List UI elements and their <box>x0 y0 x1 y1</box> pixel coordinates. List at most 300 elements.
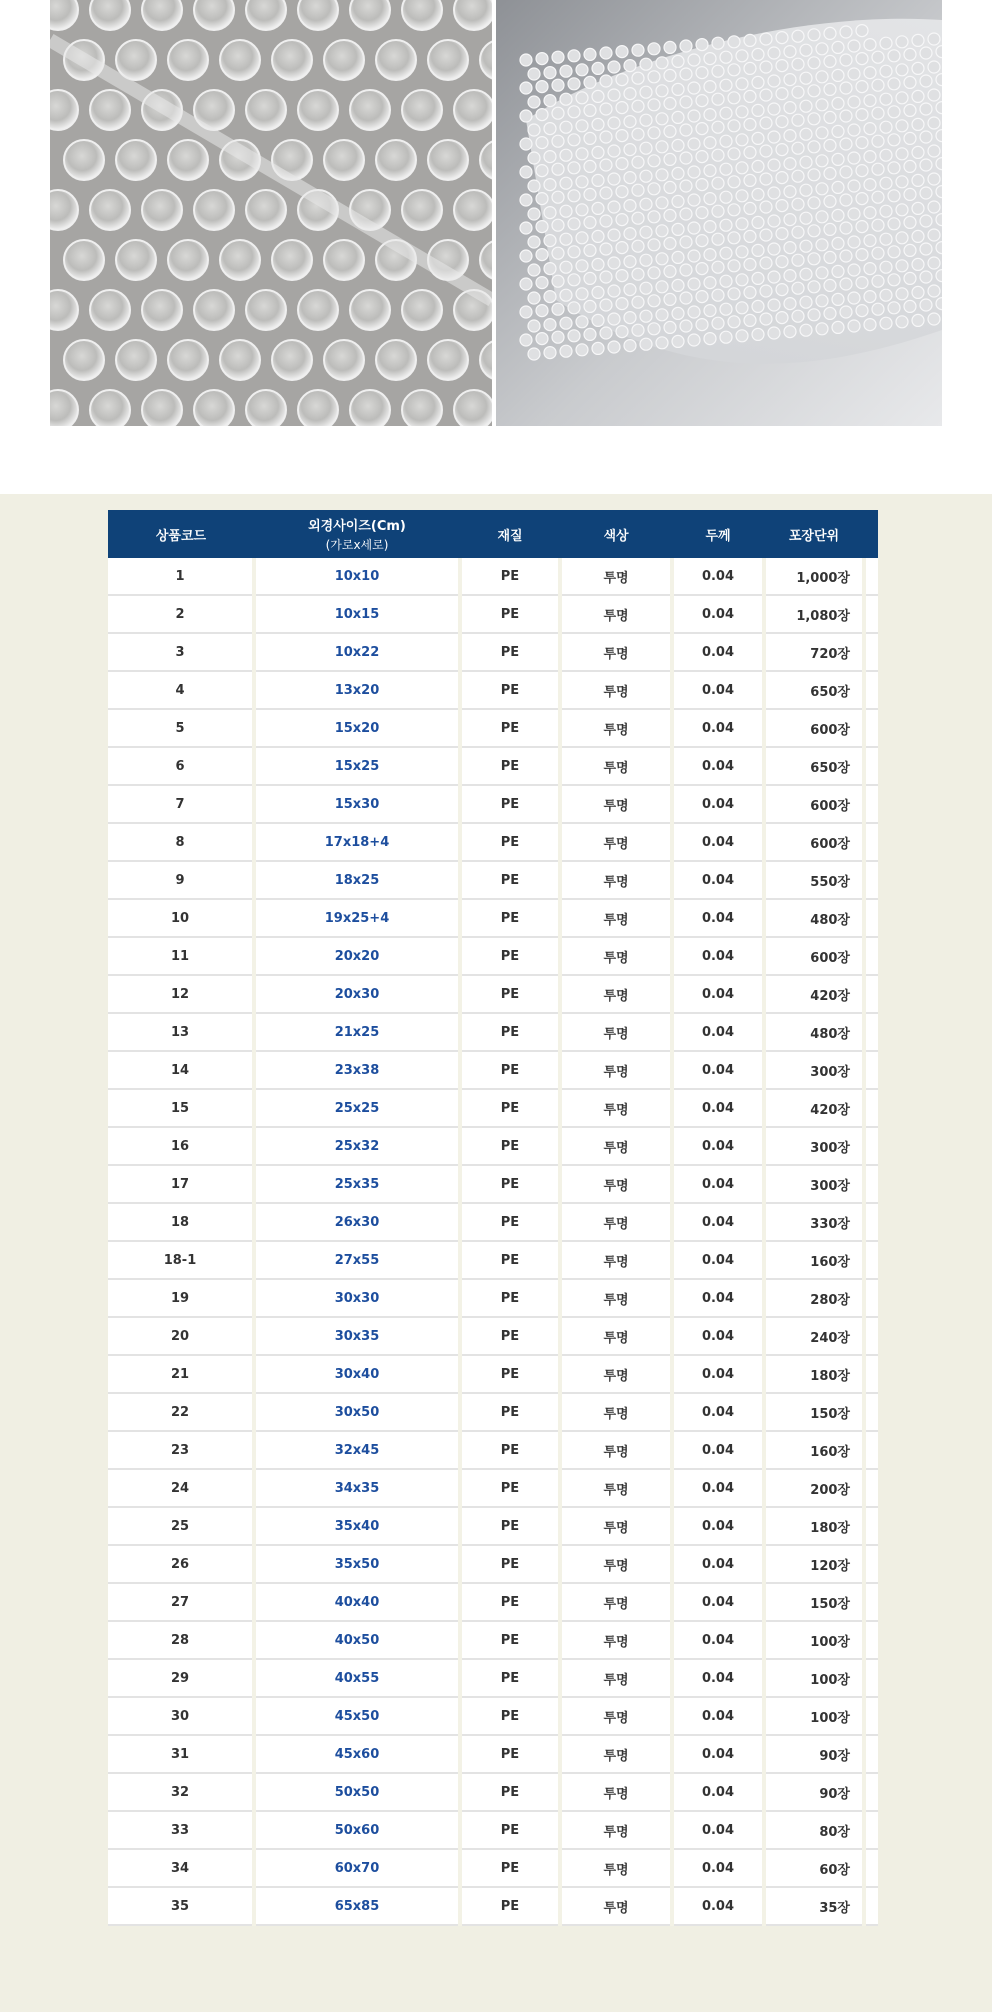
cell-spacer <box>864 747 878 785</box>
table-row <box>108 975 878 1013</box>
cell-unit: 300장 <box>764 1051 864 1089</box>
cell-spacer <box>864 671 878 709</box>
cell-thickness: 0.04 <box>672 1241 764 1279</box>
cell-spacer <box>864 1545 878 1583</box>
cell-spacer <box>864 1317 878 1355</box>
cell-thickness: 0.04 <box>672 1545 764 1583</box>
cell-unit: 300장 <box>764 1165 864 1203</box>
table-row <box>108 1165 878 1203</box>
cell-material: PE <box>460 861 560 899</box>
cell-material: PE <box>460 1431 560 1469</box>
cell-material: PE <box>460 1735 560 1773</box>
table-header-row <box>108 510 878 558</box>
table-row <box>108 1203 878 1241</box>
table-row <box>108 1317 878 1355</box>
cell-material: PE <box>460 633 560 671</box>
cell-size: 60x70 <box>254 1849 460 1887</box>
cell-spacer <box>864 975 878 1013</box>
cell-thickness: 0.04 <box>672 1583 764 1621</box>
cell-unit: 480장 <box>764 1013 864 1051</box>
cell-material: PE <box>460 1469 560 1507</box>
cell-material: PE <box>460 1621 560 1659</box>
cell-code: 18 <box>108 1203 254 1241</box>
cell-color: 투명 <box>560 1697 672 1735</box>
cell-thickness: 0.04 <box>672 633 764 671</box>
cell-thickness: 0.04 <box>672 1355 764 1393</box>
cell-color: 투명 <box>560 1203 672 1241</box>
cell-material: PE <box>460 709 560 747</box>
cell-spacer <box>864 558 878 595</box>
cell-spacer <box>864 785 878 823</box>
cell-code: 17 <box>108 1165 254 1203</box>
cell-code: 12 <box>108 975 254 1013</box>
cell-spacer <box>864 709 878 747</box>
cell-spacer <box>864 1469 878 1507</box>
cell-unit: 120장 <box>764 1545 864 1583</box>
cell-size: 40x50 <box>254 1621 460 1659</box>
cell-color: 투명 <box>560 1355 672 1393</box>
cell-color: 투명 <box>560 937 672 975</box>
cell-code: 24 <box>108 1469 254 1507</box>
cell-size: 13x20 <box>254 671 460 709</box>
cell-material: PE <box>460 747 560 785</box>
cell-size: 15x30 <box>254 785 460 823</box>
cell-color: 투명 <box>560 1469 672 1507</box>
cell-unit: 90장 <box>764 1735 864 1773</box>
cell-code: 21 <box>108 1355 254 1393</box>
cell-color: 투명 <box>560 558 672 595</box>
cell-code: 16 <box>108 1127 254 1165</box>
table-row <box>108 1051 878 1089</box>
cell-unit: 200장 <box>764 1469 864 1507</box>
cell-code: 20 <box>108 1317 254 1355</box>
cell-unit: 150장 <box>764 1393 864 1431</box>
cell-size: 15x25 <box>254 747 460 785</box>
cell-color: 투명 <box>560 785 672 823</box>
cell-code: 35 <box>108 1887 254 1925</box>
cell-thickness: 0.04 <box>672 1697 764 1735</box>
cell-code: 14 <box>108 1051 254 1089</box>
cell-unit: 650장 <box>764 747 864 785</box>
table-row <box>108 1469 878 1507</box>
cell-unit: 720장 <box>764 633 864 671</box>
cell-thickness: 0.04 <box>672 1773 764 1811</box>
cell-thickness: 0.04 <box>672 1393 764 1431</box>
cell-color: 투명 <box>560 1089 672 1127</box>
cell-unit: 80장 <box>764 1811 864 1849</box>
cell-spacer <box>864 1127 878 1165</box>
cell-size: 34x35 <box>254 1469 460 1507</box>
cell-material: PE <box>460 1165 560 1203</box>
cell-code: 6 <box>108 747 254 785</box>
cell-code: 2 <box>108 595 254 633</box>
cell-unit: 420장 <box>764 1089 864 1127</box>
cell-size: 10x15 <box>254 595 460 633</box>
cell-color: 투명 <box>560 1165 672 1203</box>
cell-unit: 100장 <box>764 1659 864 1697</box>
cell-spacer <box>864 1849 878 1887</box>
cell-size: 45x50 <box>254 1697 460 1735</box>
cell-size: 26x30 <box>254 1203 460 1241</box>
cell-thickness: 0.04 <box>672 595 764 633</box>
cell-code: 11 <box>108 937 254 975</box>
product-spec-table <box>108 510 878 1926</box>
cell-code: 33 <box>108 1811 254 1849</box>
cell-code: 26 <box>108 1545 254 1583</box>
table-row <box>108 1887 878 1925</box>
cell-thickness: 0.04 <box>672 1317 764 1355</box>
cell-unit: 600장 <box>764 937 864 975</box>
cell-unit: 180장 <box>764 1507 864 1545</box>
cell-size: 35x40 <box>254 1507 460 1545</box>
cell-spacer <box>864 937 878 975</box>
cell-spacer <box>864 1773 878 1811</box>
cell-unit: 650장 <box>764 671 864 709</box>
cell-code: 29 <box>108 1659 254 1697</box>
cell-material: PE <box>460 1849 560 1887</box>
cell-color: 투명 <box>560 1431 672 1469</box>
cell-spacer <box>864 1203 878 1241</box>
bubble-wrap-roll-photo <box>496 0 942 426</box>
cell-color: 투명 <box>560 1849 672 1887</box>
cell-size: 35x50 <box>254 1545 460 1583</box>
spec-section <box>0 494 992 2012</box>
cell-material: PE <box>460 1241 560 1279</box>
cell-color: 투명 <box>560 1545 672 1583</box>
cell-thickness: 0.04 <box>672 975 764 1013</box>
cell-material: PE <box>460 1659 560 1697</box>
cell-unit: 160장 <box>764 1431 864 1469</box>
cell-material: PE <box>460 1507 560 1545</box>
cell-material: PE <box>460 595 560 633</box>
cell-unit: 280장 <box>764 1279 864 1317</box>
cell-material: PE <box>460 937 560 975</box>
table-row <box>108 671 878 709</box>
cell-size: 30x50 <box>254 1393 460 1431</box>
table-row <box>108 1127 878 1165</box>
cell-color: 투명 <box>560 1051 672 1089</box>
cell-color: 투명 <box>560 1013 672 1051</box>
cell-spacer <box>864 899 878 937</box>
cell-spacer <box>864 1241 878 1279</box>
table-row <box>108 1393 878 1431</box>
cell-color: 투명 <box>560 709 672 747</box>
cell-thickness: 0.04 <box>672 861 764 899</box>
cell-color: 투명 <box>560 1887 672 1925</box>
cell-size: 15x20 <box>254 709 460 747</box>
cell-size: 30x30 <box>254 1279 460 1317</box>
cell-code: 13 <box>108 1013 254 1051</box>
cell-color: 투명 <box>560 747 672 785</box>
cell-code: 30 <box>108 1697 254 1735</box>
cell-thickness: 0.04 <box>672 1507 764 1545</box>
cell-color: 투명 <box>560 1735 672 1773</box>
cell-code: 1 <box>108 558 254 595</box>
cell-code: 27 <box>108 1583 254 1621</box>
cell-size: 17x18+4 <box>254 823 460 861</box>
cell-size: 32x45 <box>254 1431 460 1469</box>
cell-unit: 180장 <box>764 1355 864 1393</box>
header-spacer <box>864 510 878 558</box>
cell-material: PE <box>460 558 560 595</box>
cell-spacer <box>864 1431 878 1469</box>
cell-color: 투명 <box>560 1127 672 1165</box>
cell-color: 투명 <box>560 1621 672 1659</box>
table-row <box>108 823 878 861</box>
cell-thickness: 0.04 <box>672 1013 764 1051</box>
cell-color: 투명 <box>560 975 672 1013</box>
cell-spacer <box>864 1051 878 1089</box>
cell-thickness: 0.04 <box>672 823 764 861</box>
header-code: 상품코드 <box>108 510 254 558</box>
cell-thickness: 0.04 <box>672 1659 764 1697</box>
cell-unit: 100장 <box>764 1697 864 1735</box>
cell-material: PE <box>460 1887 560 1925</box>
cell-material: PE <box>460 899 560 937</box>
cell-size: 20x20 <box>254 937 460 975</box>
header-unit: 포장단위 <box>764 510 864 558</box>
bubble-wrap-closeup-photo <box>50 0 492 426</box>
cell-code: 9 <box>108 861 254 899</box>
cell-material: PE <box>460 1317 560 1355</box>
cell-thickness: 0.04 <box>672 1127 764 1165</box>
table-row <box>108 1697 878 1735</box>
cell-thickness: 0.04 <box>672 709 764 747</box>
cell-code: 23 <box>108 1431 254 1469</box>
cell-spacer <box>864 1659 878 1697</box>
cell-code: 7 <box>108 785 254 823</box>
cell-color: 투명 <box>560 1241 672 1279</box>
cell-spacer <box>864 861 878 899</box>
cell-thickness: 0.04 <box>672 1849 764 1887</box>
table-row <box>108 1849 878 1887</box>
cell-size: 30x40 <box>254 1355 460 1393</box>
table-row <box>108 1773 878 1811</box>
cell-spacer <box>864 1507 878 1545</box>
cell-material: PE <box>460 1051 560 1089</box>
cell-thickness: 0.04 <box>672 1051 764 1089</box>
table-row <box>108 1659 878 1697</box>
cell-spacer <box>864 1165 878 1203</box>
cell-thickness: 0.04 <box>672 1469 764 1507</box>
cell-material: PE <box>460 1773 560 1811</box>
table-row <box>108 1089 878 1127</box>
cell-unit: 550장 <box>764 861 864 899</box>
cell-spacer <box>864 1887 878 1925</box>
cell-material: PE <box>460 785 560 823</box>
table-row <box>108 1621 878 1659</box>
table-row <box>108 1545 878 1583</box>
cell-size: 25x32 <box>254 1127 460 1165</box>
table-row <box>108 899 878 937</box>
cell-code: 22 <box>108 1393 254 1431</box>
cell-code: 32 <box>108 1773 254 1811</box>
cell-spacer <box>864 1393 878 1431</box>
cell-spacer <box>864 1811 878 1849</box>
table-row <box>108 785 878 823</box>
cell-unit: 160장 <box>764 1241 864 1279</box>
cell-size: 25x25 <box>254 1089 460 1127</box>
cell-unit: 1,000장 <box>764 558 864 595</box>
cell-unit: 420장 <box>764 975 864 1013</box>
cell-thickness: 0.04 <box>672 1431 764 1469</box>
cell-material: PE <box>460 1393 560 1431</box>
cell-material: PE <box>460 1089 560 1127</box>
table-row <box>108 1507 878 1545</box>
cell-size: 19x25+4 <box>254 899 460 937</box>
cell-size: 20x30 <box>254 975 460 1013</box>
cell-spacer <box>864 595 878 633</box>
cell-color: 투명 <box>560 1393 672 1431</box>
cell-color: 투명 <box>560 1583 672 1621</box>
table-row <box>108 558 878 595</box>
cell-color: 투명 <box>560 1317 672 1355</box>
cell-material: PE <box>460 1697 560 1735</box>
cell-material: PE <box>460 1545 560 1583</box>
cell-code: 25 <box>108 1507 254 1545</box>
cell-spacer <box>864 1583 878 1621</box>
cell-spacer <box>864 1355 878 1393</box>
cell-code: 18-1 <box>108 1241 254 1279</box>
cell-unit: 90장 <box>764 1773 864 1811</box>
table-row <box>108 595 878 633</box>
cell-code: 19 <box>108 1279 254 1317</box>
cell-thickness: 0.04 <box>672 1279 764 1317</box>
cell-size: 18x25 <box>254 861 460 899</box>
cell-material: PE <box>460 1355 560 1393</box>
cell-thickness: 0.04 <box>672 785 764 823</box>
cell-unit: 600장 <box>764 785 864 823</box>
cell-size: 21x25 <box>254 1013 460 1051</box>
cell-unit: 330장 <box>764 1203 864 1241</box>
header-size-sub: (가로x세로) <box>325 538 389 552</box>
table-row <box>108 1013 878 1051</box>
cell-size: 50x50 <box>254 1773 460 1811</box>
cell-size: 27x55 <box>254 1241 460 1279</box>
table-row <box>108 1355 878 1393</box>
cell-thickness: 0.04 <box>672 1887 764 1925</box>
cell-code: 15 <box>108 1089 254 1127</box>
cell-size: 50x60 <box>254 1811 460 1849</box>
bubble-wrap-roll-image <box>496 0 942 426</box>
cell-size: 45x60 <box>254 1735 460 1773</box>
cell-unit: 150장 <box>764 1583 864 1621</box>
cell-material: PE <box>460 671 560 709</box>
cell-size: 40x40 <box>254 1583 460 1621</box>
table-row <box>108 1279 878 1317</box>
header-material: 재질 <box>460 510 560 558</box>
cell-code: 5 <box>108 709 254 747</box>
cell-spacer <box>864 1735 878 1773</box>
cell-size: 40x55 <box>254 1659 460 1697</box>
table-row <box>108 633 878 671</box>
cell-color: 투명 <box>560 861 672 899</box>
cell-color: 투명 <box>560 1773 672 1811</box>
cell-unit: 35장 <box>764 1887 864 1925</box>
cell-spacer <box>864 1089 878 1127</box>
cell-code: 34 <box>108 1849 254 1887</box>
cell-code: 28 <box>108 1621 254 1659</box>
product-photos <box>50 0 942 426</box>
cell-unit: 600장 <box>764 823 864 861</box>
cell-material: PE <box>460 1203 560 1241</box>
cell-thickness: 0.04 <box>672 1165 764 1203</box>
cell-thickness: 0.04 <box>672 1203 764 1241</box>
cell-material: PE <box>460 1127 560 1165</box>
table-row <box>108 709 878 747</box>
cell-material: PE <box>460 823 560 861</box>
cell-spacer <box>864 823 878 861</box>
cell-thickness: 0.04 <box>672 1089 764 1127</box>
cell-material: PE <box>460 1279 560 1317</box>
cell-thickness: 0.04 <box>672 1621 764 1659</box>
cell-thickness: 0.04 <box>672 899 764 937</box>
header-color: 색상 <box>560 510 672 558</box>
cell-material: PE <box>460 1811 560 1849</box>
cell-thickness: 0.04 <box>672 1811 764 1849</box>
cell-thickness: 0.04 <box>672 558 764 595</box>
cell-material: PE <box>460 975 560 1013</box>
cell-unit: 480장 <box>764 899 864 937</box>
cell-color: 투명 <box>560 823 672 861</box>
cell-code: 10 <box>108 899 254 937</box>
cell-material: PE <box>460 1583 560 1621</box>
cell-size: 30x35 <box>254 1317 460 1355</box>
table-row <box>108 937 878 975</box>
cell-color: 투명 <box>560 1279 672 1317</box>
cell-unit: 1,080장 <box>764 595 864 633</box>
cell-color: 투명 <box>560 671 672 709</box>
bubble-wrap-closeup-image <box>50 0 492 426</box>
cell-color: 투명 <box>560 1811 672 1849</box>
cell-spacer <box>864 633 878 671</box>
cell-thickness: 0.04 <box>672 1735 764 1773</box>
cell-spacer <box>864 1621 878 1659</box>
table-row <box>108 1241 878 1279</box>
header-size-label: 외경사이즈(Cm) <box>308 519 406 534</box>
cell-unit: 600장 <box>764 709 864 747</box>
cell-size: 10x10 <box>254 558 460 595</box>
cell-size: 23x38 <box>254 1051 460 1089</box>
cell-thickness: 0.04 <box>672 937 764 975</box>
cell-code: 4 <box>108 671 254 709</box>
table-row <box>108 747 878 785</box>
cell-color: 투명 <box>560 1659 672 1697</box>
cell-color: 투명 <box>560 1507 672 1545</box>
table-row <box>108 1811 878 1849</box>
table-row <box>108 1735 878 1773</box>
table-row <box>108 1431 878 1469</box>
cell-code: 8 <box>108 823 254 861</box>
table-row <box>108 1583 878 1621</box>
header-thickness: 두께 <box>672 510 764 558</box>
cell-unit: 60장 <box>764 1849 864 1887</box>
cell-size: 10x22 <box>254 633 460 671</box>
cell-size: 25x35 <box>254 1165 460 1203</box>
table-row <box>108 861 878 899</box>
cell-code: 31 <box>108 1735 254 1773</box>
cell-material: PE <box>460 1013 560 1051</box>
cell-unit: 300장 <box>764 1127 864 1165</box>
cell-color: 투명 <box>560 595 672 633</box>
cell-thickness: 0.04 <box>672 671 764 709</box>
cell-unit: 240장 <box>764 1317 864 1355</box>
cell-thickness: 0.04 <box>672 747 764 785</box>
cell-spacer <box>864 1013 878 1051</box>
cell-color: 투명 <box>560 633 672 671</box>
cell-color: 투명 <box>560 899 672 937</box>
cell-unit: 100장 <box>764 1621 864 1659</box>
